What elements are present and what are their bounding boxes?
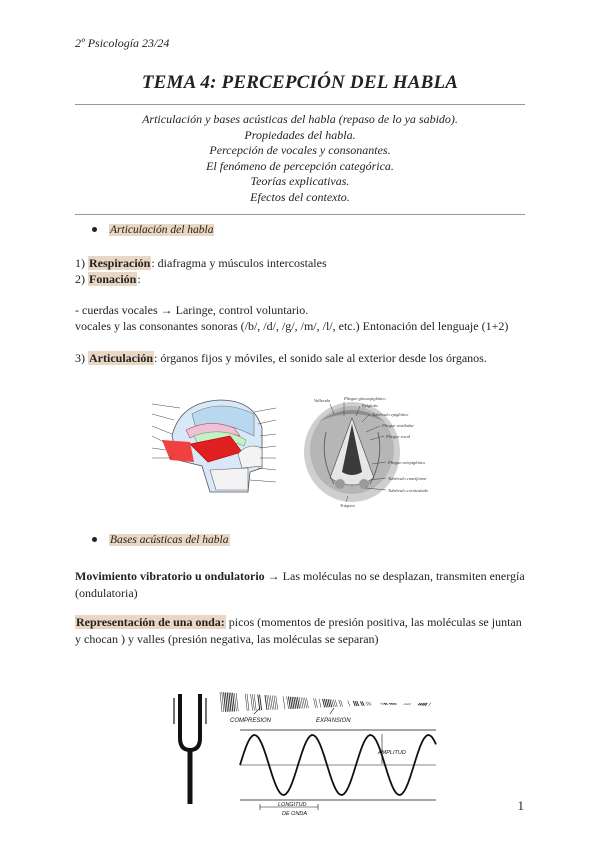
pressure-band-line <box>269 695 271 710</box>
pressure-band-line <box>272 695 274 709</box>
larynx-label: Pliegue glosoepiglótico <box>344 396 386 401</box>
pressure-band-line <box>333 700 335 707</box>
pressure-band-line <box>283 696 285 709</box>
pressure-band-line <box>265 695 267 710</box>
pressure-band-line <box>368 702 370 706</box>
larynx-label: Pliegue vocal <box>386 434 411 439</box>
pressure-band-line <box>306 698 308 708</box>
section-heading-acustica: Bases acústicas del habla <box>92 534 230 546</box>
index-item: Teorías explicativas. <box>250 174 350 188</box>
pressure-band-line <box>314 698 316 708</box>
bullet-icon <box>92 227 97 232</box>
pressure-band-line <box>405 704 407 705</box>
articulacion-line: 3) Articulación: órganos fijos y móviles, el sonido sale al exterior desde los órganos. <box>75 351 487 365</box>
pressure-band-line <box>429 703 431 706</box>
wavelength-label: DE ONDA <box>282 811 308 817</box>
pressure-band-line <box>305 698 307 709</box>
larynx-label: Tubérculo epiglótico <box>372 412 409 417</box>
pressure-band-line <box>276 696 278 710</box>
expansion-label: EXPANSION <box>316 718 351 724</box>
tuning-fork-icon <box>174 694 206 804</box>
pressure-band-line <box>389 703 391 704</box>
index-item: El fenómeno de percepción categórica. <box>206 158 394 173</box>
pressure-band-line <box>274 696 276 710</box>
topic-index <box>75 112 525 205</box>
pressure-band-line <box>301 697 303 708</box>
larynx-label: Tráquea <box>340 503 355 508</box>
index-divider <box>75 214 525 215</box>
compression-label: COMPRESION <box>230 718 272 724</box>
onda-paragraph: Representación de una onda: picos (momentos de presión positiva, las moléculas se juntan y chocan ) y valles (presión negativa, las moléculas se separan) <box>75 615 522 646</box>
pressure-band-line <box>254 694 256 710</box>
pressure-band-line <box>252 694 254 710</box>
wavelength-label: LONGITUD <box>278 802 307 808</box>
movimiento-paragraph: Movimiento vibratorio u ondulatorio → Las moléculas no se desplazan, transmiten energía (ondulatoria) <box>75 569 525 600</box>
pressure-band-line <box>220 692 222 712</box>
fonacion-detail-a: - cuerdas vocales → Laringe, control voluntario. <box>75 303 309 317</box>
sound-wave-figure <box>170 684 440 826</box>
index-item: Propiedades del habla. <box>244 127 356 142</box>
pressure-bands <box>220 692 431 712</box>
title-divider <box>75 104 525 105</box>
pressure-band-line <box>348 701 350 707</box>
larynx-label: Pliegue ariepiglótico <box>388 460 426 465</box>
movimiento-term: Movimiento vibratorio u ondulatorio <box>75 569 265 583</box>
pressure-band-line <box>270 695 272 709</box>
index-item: Efectos del contexto. <box>250 189 350 204</box>
larynx-label: Tubérculo corniculado <box>388 488 428 493</box>
pressure-band-line <box>409 704 411 705</box>
pressure-band-line <box>395 704 397 705</box>
section-heading-articulacion: Articulación del habla <box>92 224 214 236</box>
pressure-band-line <box>407 704 409 705</box>
document-header: 2º Psicología 23/24 <box>75 36 170 50</box>
fonacion-term: Fonación <box>89 272 137 286</box>
larynx-label: Vallecula <box>314 398 331 403</box>
pressure-band-line <box>315 698 317 707</box>
index-item: Articulación y bases acústicas del habla (repaso de lo ya sabido). <box>142 112 458 126</box>
pressure-band-line <box>319 699 321 708</box>
pressure-band-line <box>369 702 371 705</box>
page-number: 1 <box>517 798 524 813</box>
respiracion-term: Respiración <box>89 256 151 270</box>
fonacion-detail-b: vocales y las consonantes sonoras (/b/, /d/, /g/, /m/, /l/, etc.) Entonación del lenguaje (1+2) <box>75 319 509 333</box>
larynx-label: Epiglotis <box>362 403 378 408</box>
larynx-label: Pliegue vestibular <box>382 423 415 428</box>
articulacion-term: Articulación <box>89 351 153 365</box>
pressure-band-line <box>335 700 337 707</box>
respiracion-line: 1) Respiración: diafragma y músculos intercostales <box>75 256 327 270</box>
larynx-figure <box>300 392 480 510</box>
pressure-band-line <box>251 694 253 711</box>
pressure-band-line <box>341 700 343 707</box>
pressure-band-line <box>303 698 305 709</box>
amplitude-label: AMPLITUD <box>378 750 406 756</box>
onda-term: Representación de una onda: <box>76 615 225 629</box>
index-item: Percepción de vocales y consonantes. <box>209 143 391 157</box>
fonacion-line: 2) Fonación: <box>75 272 141 286</box>
pressure-band-line <box>339 700 341 707</box>
pressure-band-line <box>245 694 247 711</box>
page-title: TEMA 4: PERCEPCIÓN DEL HABLA <box>141 72 459 93</box>
larynx-label: Tubérculo cuneiforme <box>388 476 427 481</box>
vocal-tract-figure <box>150 396 280 496</box>
pressure-band-line <box>236 693 238 711</box>
bullet-icon <box>92 537 97 542</box>
pressure-band-line <box>366 702 368 706</box>
pressure-band-line <box>247 694 249 711</box>
